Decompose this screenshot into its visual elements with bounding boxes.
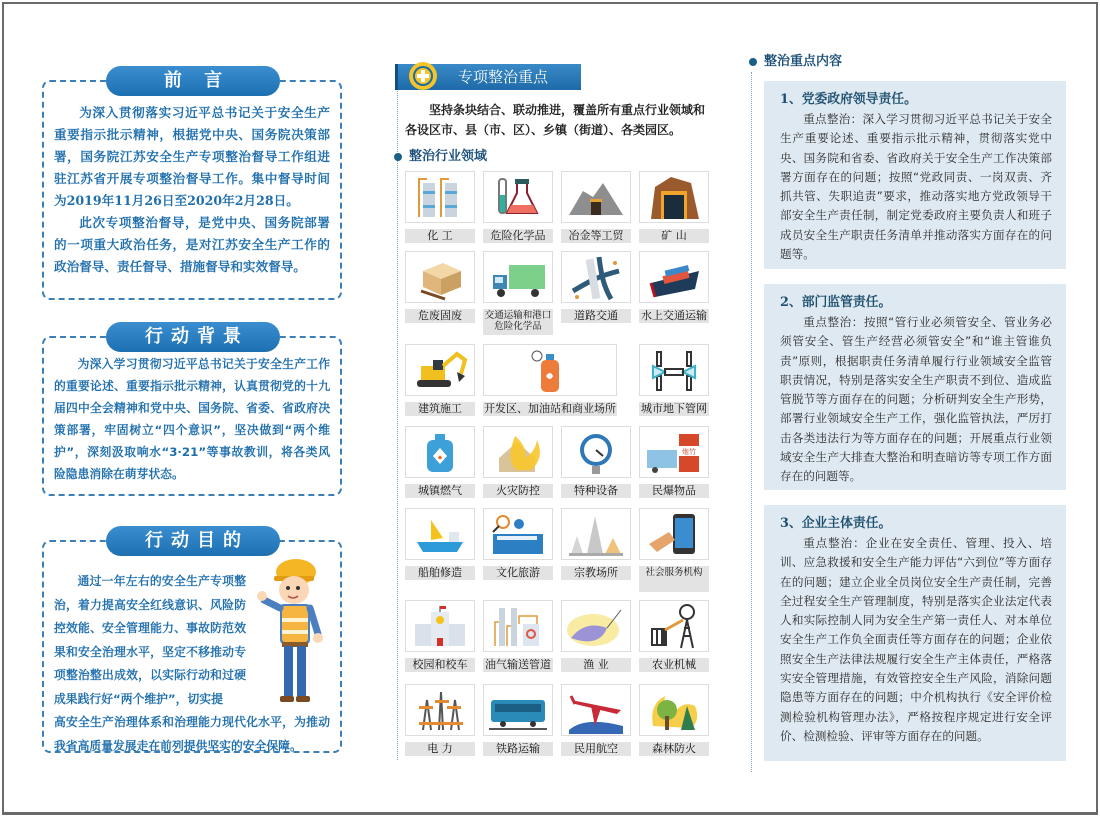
background-paragraph: 为深入学习贯彻习近平总书记关于安全生产工作的重要论述、重要指示批示精神，认真贯彻党的十九届四中全会精神和党中央、国务院、省委、省政府决策部署，牢固树立“四个意识”，坚决做到“两个维护”，深刻汲取响水“3·21”等事故教训，将各类风险隐患消除在萌芽状态。	[54, 357, 330, 481]
focus-intro: 坚持条块结合、联动推进，覆盖所有重点行业领域和各设区市、县（市、区）、乡镇（街道）、各类园区。	[405, 103, 706, 137]
focus-banner	[395, 64, 581, 90]
industry-tile	[561, 171, 631, 223]
industry-tile	[405, 251, 475, 303]
industry-tile	[639, 684, 709, 736]
responsibility-card-department	[764, 284, 1066, 490]
card-title: 1、党委政府领导责任。	[780, 92, 917, 107]
key-content-label	[764, 54, 842, 70]
industry-tile	[483, 344, 617, 396]
industry-label: 开发区、加油站和商业场所	[484, 402, 616, 415]
industry-label: 宗教场所	[561, 566, 631, 580]
goal-title: 行动目的	[106, 526, 280, 556]
industry-label: 电 力	[405, 742, 475, 756]
bullet-dot-icon	[749, 58, 757, 66]
airplane-icon	[565, 686, 627, 734]
excavator-icon	[409, 346, 471, 394]
industry-label: 矿 山	[639, 229, 709, 243]
industry-tile	[561, 508, 631, 560]
industry-tile	[561, 600, 631, 652]
phone-service-icon	[643, 510, 705, 558]
tourism-icon	[487, 510, 549, 558]
safety-cross-badge-icon	[408, 61, 438, 91]
farm-machine-icon	[643, 602, 705, 650]
power-tower-icon	[409, 686, 471, 734]
industry-label: 船舶修造	[405, 566, 475, 580]
industry-tile	[483, 171, 553, 223]
industry-label: 农业机械	[639, 658, 709, 672]
card-title: 3、企业主体责任。	[780, 516, 892, 531]
svg-text:炮竹: 炮竹	[682, 448, 696, 456]
key-content-label-text: 整治重点内容	[764, 54, 843, 69]
industry-tile	[405, 600, 475, 652]
industry-tile	[639, 426, 709, 478]
card-body: 重点整治：按照“管行业必须管安全、管业务必须管安全、管生产经营必须管安全”和“谁主管谁负责”原则，根据职责任务清单履行行业领域安全监管职责情况，特别是落实安全生产职责不到位、造成监管脱节等方面存在的问题；分析研判安全生产形势，部署行业领域安全生产工作，强化监管执法，严厉打击各类违法行为等方面存在的问题；开展重点行业领域安全生产大排查大整治和明查暗访等专项工作方面存在的问题等。	[780, 315, 1052, 484]
pipe-network-icon	[643, 346, 705, 394]
truck-icon	[487, 253, 549, 301]
industry-label: 交通运输和港口危险化学品	[483, 309, 553, 335]
oil-pipeline-icon	[487, 602, 549, 650]
pressure-gauge-icon	[565, 428, 627, 476]
industry-tile	[639, 171, 709, 223]
industry-tile	[639, 600, 709, 652]
mine-entrance-icon	[643, 173, 705, 221]
industry-tile	[483, 684, 553, 736]
road-interchange-icon	[565, 253, 627, 301]
industry-label: 冶金等工贸	[561, 229, 631, 243]
industry-label: 道路交通	[561, 309, 631, 323]
safety-worker-illustration	[256, 556, 326, 706]
industry-label: 危废固废	[405, 309, 475, 323]
focus-banner-title: 专项整治重点	[458, 68, 549, 86]
gas-cylinder-gauge-icon	[519, 346, 581, 394]
train-car-icon	[487, 686, 549, 734]
industry-tile	[639, 508, 709, 560]
industry-label: 城市地下管网	[641, 402, 707, 415]
responsibility-card-party-government	[764, 81, 1066, 269]
cargo-ship-icon	[643, 253, 705, 301]
right-dotted-guide	[751, 72, 752, 772]
industry-label: 民爆物品	[639, 484, 709, 498]
industry-label: 火灾防控	[483, 484, 553, 498]
preface-title: 前 言	[106, 66, 280, 96]
industry-label: 油气输送管道	[485, 658, 551, 671]
preface-paragraph-1: 为深入贯彻落实习近平总书记关于安全生产重要指示批示精神，根据党中央、国务院决策部署，国务院江苏安全生产专项整治督导工作组进驻江苏省开展专项整治督导工作。集中督导时间为2019年11月26日至2020年2月28日。	[54, 105, 330, 208]
industry-tile	[561, 426, 631, 478]
industry-tile	[483, 508, 553, 560]
cargo-box-icon	[409, 253, 471, 301]
industry-section-label	[409, 149, 487, 165]
industry-label: 社会服务机构	[639, 566, 709, 592]
industry-label: 特种设备	[561, 484, 631, 498]
industry-label: 铁路运输	[483, 742, 553, 756]
lpg-tank-icon	[409, 428, 471, 476]
school-building-icon	[409, 602, 471, 650]
bullet-dot-icon	[394, 153, 402, 161]
industry-tile	[639, 344, 709, 396]
house-fire-icon	[487, 428, 549, 476]
responsibility-card-enterprise	[764, 505, 1066, 761]
industry-tile	[561, 251, 631, 303]
industry-tile	[405, 508, 475, 560]
industry-tile	[483, 600, 553, 652]
sailboat-icon	[409, 510, 471, 558]
card-body: 重点整治：深入学习贯彻习近平总书记关于安全生产重要论述、重要指示批示精神，贯彻落实党中央、国务院和省委、省政府关于安全生产工作决策部署方面存在的问题；按照“党政同责、一岗双责、齐抓共管、失职追责”要求，推动落实地方党政领导干部安全生产责任制，制定党委政府主要负责人和班子成员安全生产职责任务清单并推动落实方面存在的问题等。	[780, 112, 1052, 262]
industry-tile	[561, 684, 631, 736]
middle-dotted-guide	[397, 70, 398, 760]
industry-section-label-text: 整治行业领域	[409, 149, 488, 164]
industry-label: 化 工	[405, 229, 475, 243]
preface-paragraph-2: 此次专项整治督导，是党中央、国务院部署的一项重大政治任务，是对江苏安全生产工作的政治督导、责任督导、措施督导和实效督导。	[54, 215, 330, 274]
industry-label: 水上交通运输	[641, 309, 707, 322]
smelter-mountain-icon	[565, 173, 627, 221]
industry-label: 危险化学品	[483, 229, 553, 243]
background-title: 行动背景	[106, 322, 280, 352]
industry-label: 校园和校车	[405, 658, 475, 672]
industry-tile	[639, 251, 709, 303]
industry-label: 森林防火	[639, 742, 709, 756]
industry-label: 渔 业	[561, 658, 631, 672]
industry-tile	[405, 684, 475, 736]
industry-tile	[483, 426, 553, 478]
goal-box	[42, 530, 342, 753]
card-title: 2、部门监管责任。	[780, 295, 892, 310]
goal-paragraph-narrow: 通过一年左右的安全生产专项整治，着力提高安全红线意识、风险防控效能、安全管理能力、事故防范效果和安全治理水平，坚定不移推动专项整治整出成效，以实际行动和过硬成果践行好“两个维护”，切实提	[54, 574, 246, 706]
industry-tile	[405, 344, 475, 396]
flask-icon	[487, 173, 549, 221]
forest-fire-icon	[643, 686, 705, 734]
background-box	[42, 326, 342, 496]
industry-tile	[405, 171, 475, 223]
firecracker-truck-icon	[643, 428, 705, 476]
industry-label: 建筑施工	[405, 402, 475, 416]
goal-paragraph-wide: 高安全生产治理体系和治理能力现代化水平，为推动我省高质量发展走在前列提供坚实的安全保障。	[54, 715, 330, 753]
industry-tile	[483, 251, 553, 303]
industry-tile	[405, 426, 475, 478]
fishing-net-icon	[565, 602, 627, 650]
temple-icon	[565, 510, 627, 558]
industry-label: 城镇燃气	[405, 484, 475, 498]
industry-label: 民用航空	[561, 742, 631, 756]
card-body: 重点整治：企业在安全责任、管理、投入、培训、应急救援和安全生产能力评估“六到位”等方面存在的问题；建立企业全员岗位安全生产责任制，完善全过程安全生产管理制度，特别是落实企业法定代表人和实际控制人同为安全生产第一责任人、对本单位安全生产工作负全面责任等方面存在的问题；企业依照安全生产法律法规履行安全生产主体责任，严格落实安全管理措施，有效管控安全生产风险，消除问题隐患等方面存在的问题；中介机构执行《安全评价检测检验机构管理办法》，严格按程序规定进行安全评价、检测检验、评审等方面存在的问题。	[780, 536, 1052, 743]
chemical-tower-icon	[409, 173, 471, 221]
industry-label: 文化旅游	[483, 566, 553, 580]
preface-box	[42, 70, 342, 300]
